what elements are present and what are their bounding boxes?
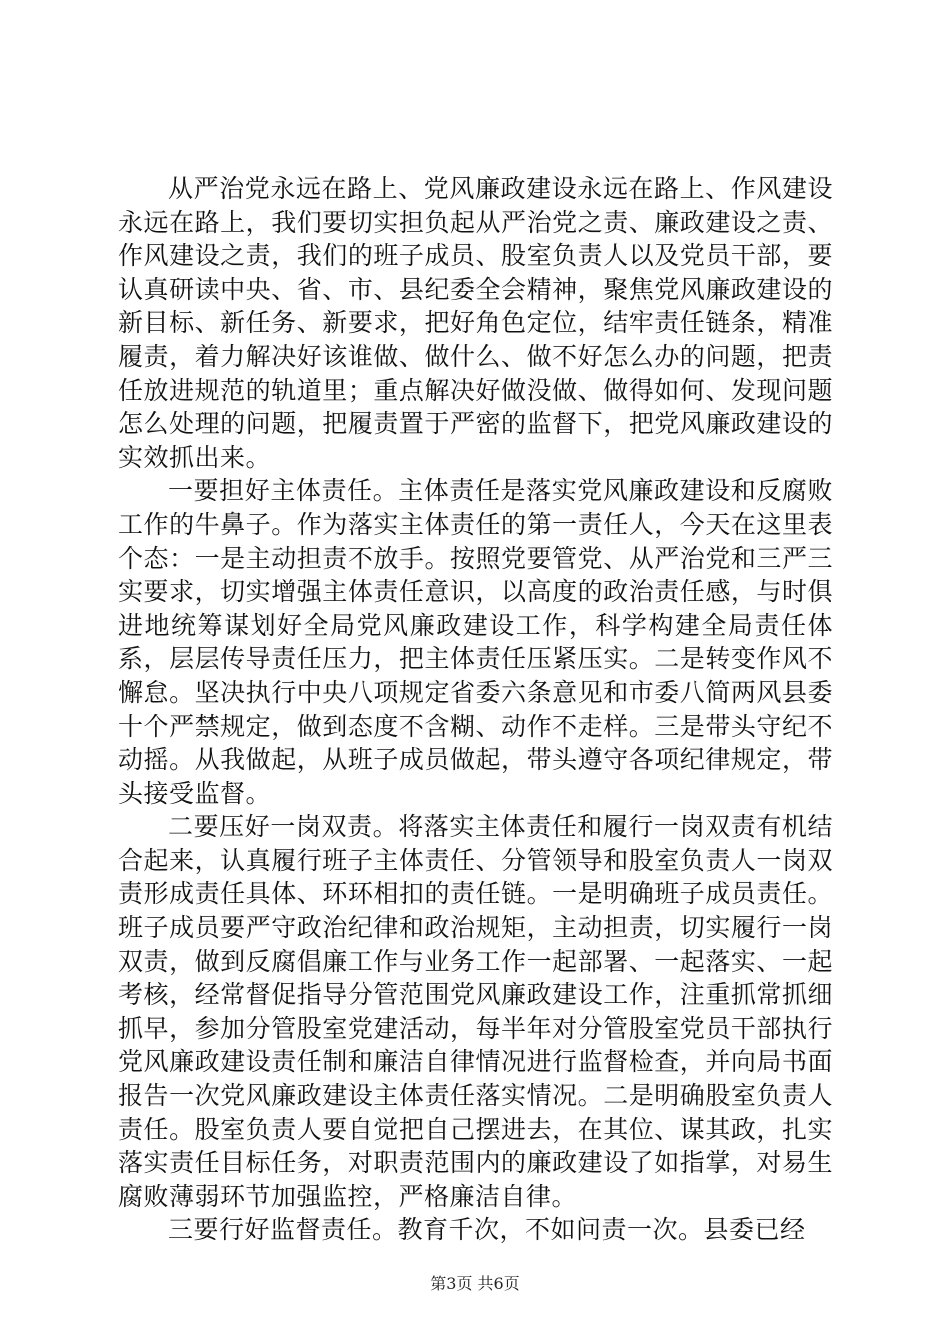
- page-number-footer: 第3页 共6页: [430, 1274, 520, 1293]
- paragraph-dual-responsibility: 二要压好一岗双责。将落实主体责任和履行一岗双责有机结合起来，认真履行班子主体责任、分管领导和股室负责人一岗双责形成责任具体、环环相扣的责任链。一是明确班子成员责任。班子成员要严守政治纪律和政治规矩，主动担责，切实履行一岗双责，做到反腐倡廉工作与业务工作一起部署、一起落实、一起考核，经常督促指导分管范围党风廉政建设工作，注重抓常抓细抓早，参加分管股室党建活动，每半年对分管股室党员干部执行党风廉政建设责任制和廉洁自律情况进行监督检查，并向局书面报告一次党风廉政建设主体责任落实情况。二是明确股室负责人责任。股室负责人要自觉把自己摆进去，在其位、谋其政，扎实落实责任目标任务，对职责范围内的廉政建设了如指掌，对易生腐败薄弱环节加强监控，严格廉洁自律。: [118, 812, 833, 1211]
- paragraph-main-responsibility: 一要担好主体责任。主体责任是落实党风廉政建设和反腐败工作的牛鼻子。作为落实主体责任的第一责任人，今天在这里表个态：一是主动担责不放手。按照党要管党、从严治党和三严三实要求，切实增强主体责任意识，以高度的政治责任感，与时俱进地统筹谋划好全局党风廉政建设工作，科学构建全局责任体系，层层传导责任压力，把主体责任压紧压实。二是转变作风不懈怠。坚决执行中央八项规定省委六条意见和市委八简两风县委十个严禁规定，做到态度不含糊、动作不走样。三是带头守纪不动摇。从我做起，从班子成员做起，带头遵守各项纪律规定，带头接受监督。: [118, 476, 833, 808]
- paragraph-supervision-responsibility: 三要行好监督责任。教育千次，不如问责一次。县委已经: [168, 1215, 806, 1245]
- paragraph-intro: 从严治党永远在路上、党风廉政建设永远在路上、作风建设永远在路上，我们要切实担负起从严治党之责、廉政建设之责、作风建设之责，我们的班子成员、股室负责人以及党员干部，要认真研读中央、省、市、县纪委全会精神，聚焦党风廉政建设的新目标、新任务、新要求，把好角色定位，结牢责任链条，精准履责，着力解决好该谁做、做什么、做不好怎么办的问题，把责任放进规范的轨道里；重点解决好做没做、做得如何、发现问题怎么处理的问题，把履责置于严密的监督下，把党风廉政建设的实效抓出来。: [118, 174, 833, 472]
- document-body: [118, 172, 833, 1247]
